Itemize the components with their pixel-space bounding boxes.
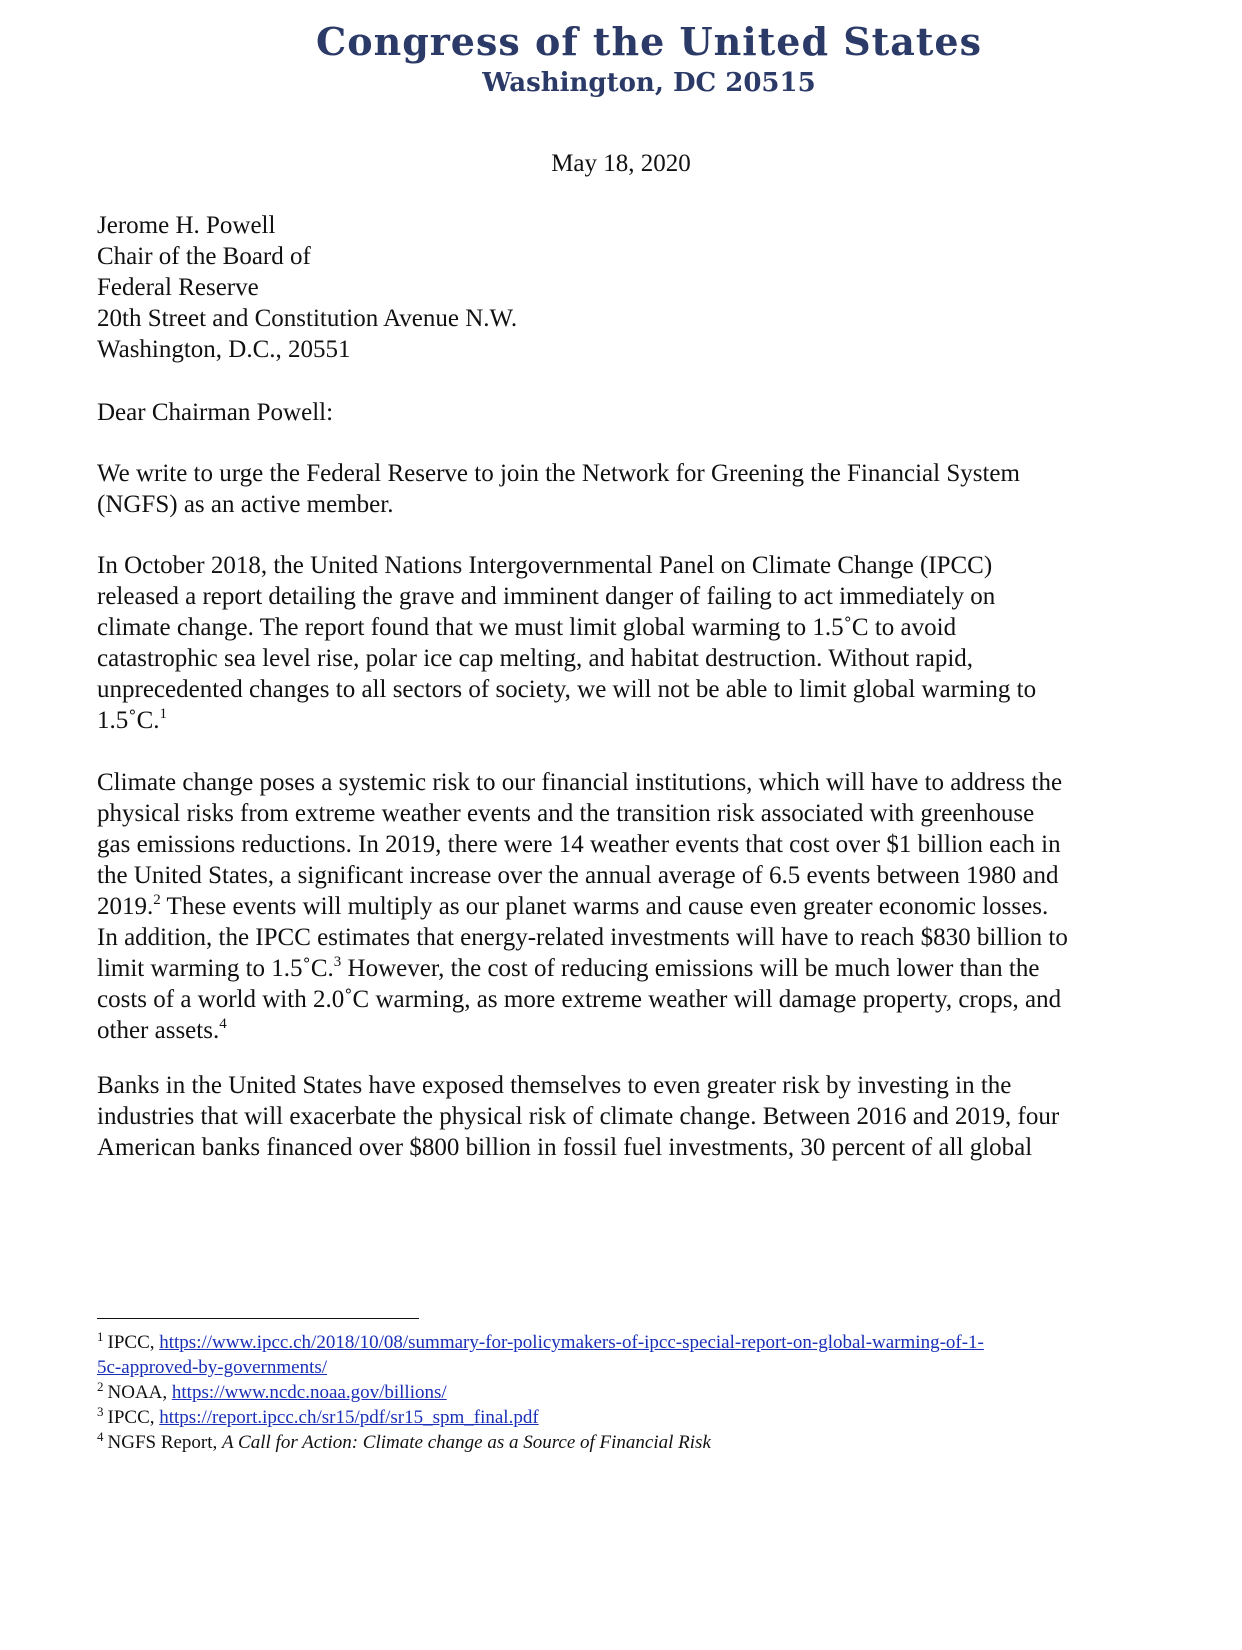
footnote-number: 3: [97, 1404, 104, 1419]
paragraph-line: [97, 953, 1167, 984]
letterhead-subtitle: Washington, DC 20515: [482, 68, 816, 98]
footnote-link[interactable]: https://report.ipcc.ch/sr15/pdf/sr15_spm_final.pdf: [159, 1407, 539, 1428]
paragraph-3: [97, 767, 1167, 1046]
footnote-ref-4[interactable]: 4: [219, 1016, 227, 1032]
paragraph-line: We write to urge the Federal Reserve to join the Network for Greening the Financial System: [97, 460, 1020, 487]
paragraph-text: 1.5˚C.: [97, 707, 160, 734]
salutation: Dear Chairman Powell:: [97, 399, 334, 426]
recipient-street: 20th Street and Constitution Avenue N.W.: [97, 305, 518, 332]
footnote-link[interactable]: https://www.ipcc.ch/2018/10/08/summary-for-policymakers-of-ipcc-special-report-on-global-warming-of-1-: [159, 1332, 984, 1353]
paragraph-line: gas emissions reductions. In 2019, there were 14 weather events that cost over $1 billion each in: [97, 831, 1061, 858]
paragraph-text: 2019.: [97, 893, 154, 920]
paragraph-1: [97, 458, 1167, 520]
footnote-link[interactable]: 5c-approved-by-governments/: [97, 1357, 328, 1378]
paragraph-line: [97, 705, 1167, 736]
paragraph-line: the United States, a significant increase over the annual average of 6.5 events between 1980 and: [97, 862, 1059, 889]
letter-date: May 18, 2020: [551, 150, 691, 177]
paragraph-line: [97, 1015, 1167, 1046]
paragraph-line: Climate change poses a systemic risk to our financial institutions, which will have to address the: [97, 769, 1063, 796]
footnote-source: IPCC,: [107, 1407, 160, 1428]
paragraph-2: [97, 550, 1167, 736]
paragraph-line: costs of a world with 2.0˚C warming, as more extreme weather will damage property, crops, and: [97, 986, 1062, 1013]
footnote-ref-1[interactable]: 1: [159, 706, 167, 722]
paragraph-text: However, the cost of reducing emissions will be much lower than the: [341, 955, 1040, 982]
paragraph-line: industries that will exacerbate the physical risk of climate change. Between 2016 and 2019, four: [97, 1103, 1060, 1130]
footnote-source: IPCC,: [107, 1332, 160, 1353]
footnote-1: [97, 1330, 1197, 1355]
footnotes: [97, 1330, 1197, 1455]
paragraph-line: catastrophic sea level rise, polar ice cap melting, and habitat destruction. Without rapid,: [97, 645, 974, 672]
paragraph-4: [97, 1070, 1167, 1163]
footnote-source: NGFS Report,: [107, 1432, 223, 1453]
footnote-number: 4: [97, 1429, 104, 1444]
footnote-2: [97, 1380, 1197, 1405]
footnote-number: 2: [97, 1379, 104, 1394]
footnote-ref-2[interactable]: 2: [153, 892, 161, 908]
footnote-divider: [97, 1318, 419, 1319]
footnote-number: 1: [97, 1329, 104, 1344]
paragraph-text: These events will multiply as our planet warms and cause even greater economic losses.: [160, 893, 1049, 920]
footnote-source: NOAA,: [107, 1382, 172, 1403]
letterhead-title: Congress of the United States: [316, 19, 982, 64]
paragraph-line: (NGFS) as an active member.: [97, 491, 394, 518]
paragraph-line: In October 2018, the United Nations Intergovernmental Panel on Climate Change (IPCC): [97, 552, 993, 579]
footnote-4: [97, 1430, 1197, 1455]
recipient-title-line2: Federal Reserve: [97, 274, 259, 301]
recipient-address: [97, 210, 1167, 365]
paragraph-text: limit warming to 1.5˚C.: [97, 955, 334, 982]
footnote-report-title: A Call for Action: Climate change as a Source of Financial Risk: [222, 1432, 711, 1453]
recipient-name: Jerome H. Powell: [97, 212, 276, 239]
paragraph-line: climate change. The report found that we must limit global warming to 1.5˚C to avoid: [97, 614, 957, 641]
recipient-title-line1: Chair of the Board of: [97, 243, 311, 270]
footnote-1-cont: [97, 1355, 1197, 1380]
paragraph-line: In addition, the IPCC estimates that energy-related investments will have to reach $830 billion to: [97, 924, 1068, 951]
paragraph-line: American banks financed over $800 billion in fossil fuel investments, 30 percent of all global: [97, 1134, 1033, 1161]
paragraph-line: released a report detailing the grave and imminent danger of failing to act immediately on: [97, 583, 996, 610]
letterhead: [0, 18, 1242, 100]
paragraph-line: unprecedented changes to all sectors of society, we will not be able to limit global warming to: [97, 676, 1037, 703]
footnote-ref-3[interactable]: 3: [333, 954, 342, 970]
recipient-city: Washington, D.C., 20551: [97, 336, 351, 363]
paragraph-line: physical risks from extreme weather events and the transition risk associated with greenhouse: [97, 800, 1035, 827]
footnote-3: [97, 1405, 1197, 1430]
paragraph-line: Banks in the United States have exposed themselves to even greater risk by investing in the: [97, 1072, 1012, 1099]
paragraph-line: [97, 891, 1167, 922]
footnote-link[interactable]: https://www.ncdc.noaa.gov/billions/: [171, 1382, 447, 1403]
paragraph-text: other assets.: [97, 1017, 220, 1044]
